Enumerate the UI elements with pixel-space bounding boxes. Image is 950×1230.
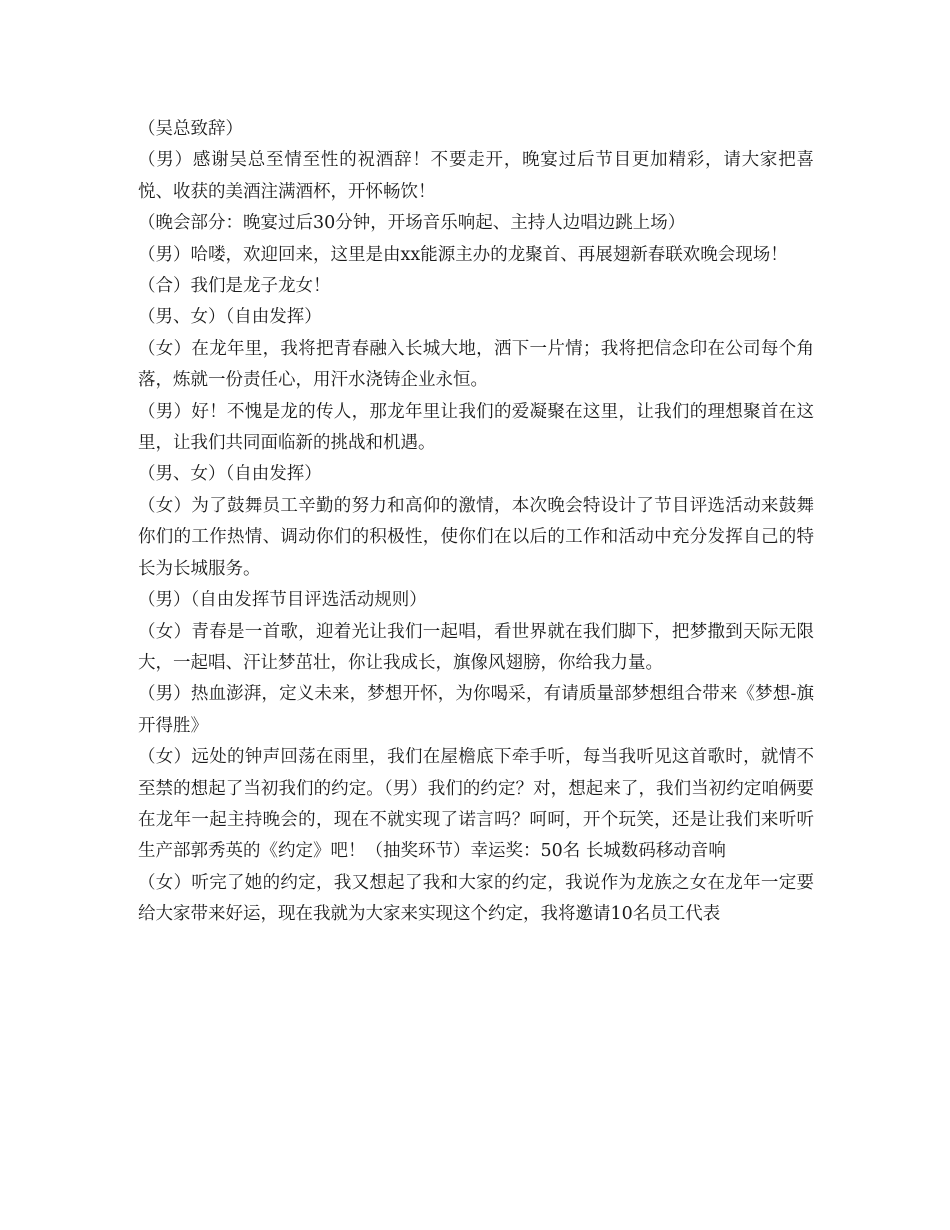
paragraph: （女）远处的钟声回荡在雨里，我们在屋檐底下牵手听，每当我听见这首歌时，就情不至禁的想起了当初我们的约定。（男）我们的约定？对，想起来了，我们当初约定咱俩要在龙年一起主持晚会的，现在不就实现了诺言吗？呵呵，开个玩笑，还是让我们来听听生产部郭秀英的《约定》吧！（抽奖环节）幸运奖：50名 长城数码移动音响 xyxy=(138,747,814,862)
paragraph: （男、女）（自由发挥） xyxy=(138,307,322,328)
paragraph: （吴总致辞） xyxy=(138,119,243,139)
paragraph: （女）青春是一首歌，迎着光让我们一起唱，看世界就在我们脚下，把梦撒到天际无限大，一起唱、汗让梦茁壮，你让我成长，旗像风翅膀，你给我力量。 xyxy=(138,621,814,673)
document-body xyxy=(138,114,814,931)
paragraph: （女）在龙年里，我将把青春融入长城大地，洒下一片情；我将把信念印在公司每个角落，炼就一份责任心，用汗水浇铸企业永恒。 xyxy=(138,338,814,391)
paragraph: （晚会部分：晚宴过后30分钟，开场音乐响起、主持人边唱边跳上场） xyxy=(138,213,686,234)
paragraph: （合）我们是龙子龙女！ xyxy=(138,276,331,297)
paragraph: （男、女）（自由发挥） xyxy=(138,464,322,485)
paragraph: （男）热血澎湃，定义未来，梦想开怀，为你喝采，有请质量部梦想组合带来《梦想-旗开得胜》 xyxy=(138,684,814,736)
paragraph: （男）好！不愧是龙的传人，那龙年里让我们的爱凝聚在这里，让我们的理想聚首在这里，让我们共同面临新的挑战和机遇。 xyxy=(138,401,814,454)
paragraph: （男）哈喽，欢迎回来，这里是由xx能源主办的龙聚首、再展翅新春联欢晚会现场！ xyxy=(138,244,788,265)
paragraph: （女）为了鼓舞员工辛勤的努力和高仰的激情，本次晚会特设计了节目评选活动来鼓舞你们的工作热情、调动你们的积极性，使你们在以后的工作和活动中充分发挥自己的特长为长城服务。 xyxy=(138,495,814,579)
paragraph: （女）听完了她的约定，我又想起了我和大家的约定，我说作为龙族之女在龙年一定要给大家带来好运，现在我就为大家来实现这个约定，我将邀请10名员工代表 xyxy=(138,872,814,925)
paragraph: （男）（自由发挥节目评选活动规则） xyxy=(138,590,427,611)
paragraph: （男）感谢吴总至情至性的祝酒辞！不要走开，晚宴过后节目更加精彩，请大家把喜悦、收获的美酒注满酒杯，开怀畅饮！ xyxy=(138,150,814,202)
